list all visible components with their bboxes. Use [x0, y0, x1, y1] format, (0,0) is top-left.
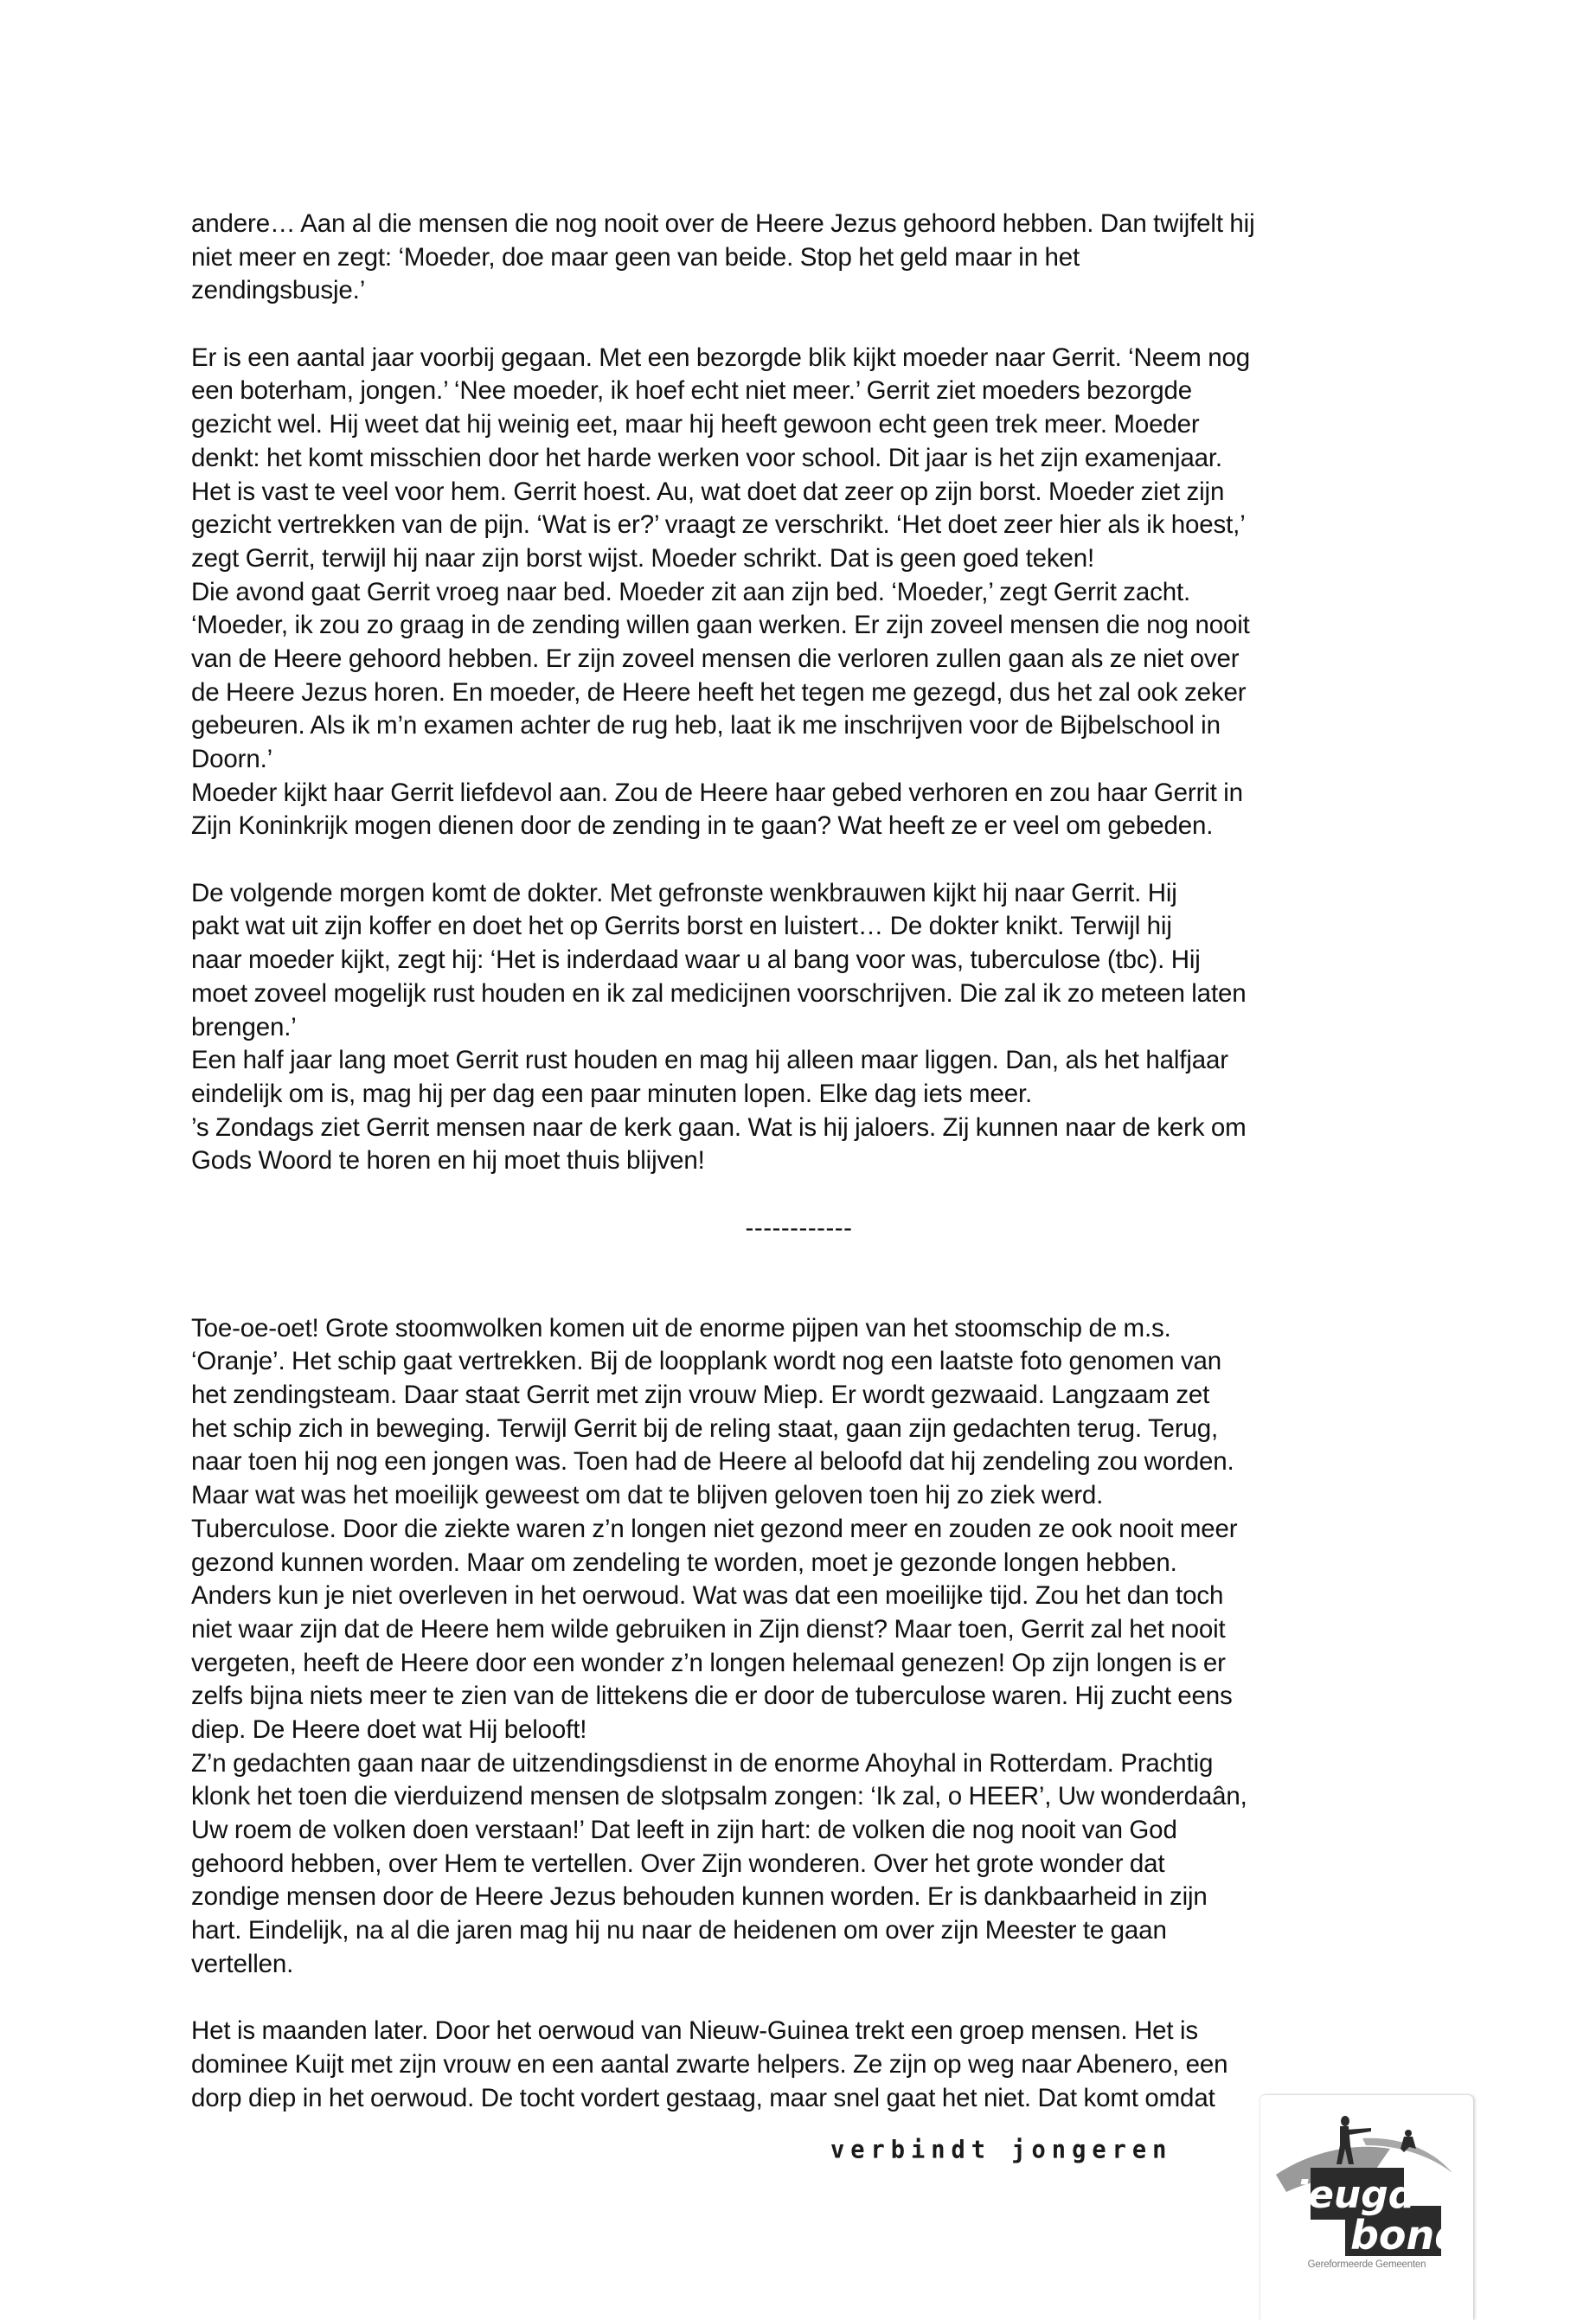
text-line: vertellen.: [191, 1949, 294, 1978]
document-body: [191, 208, 1428, 2115]
text-line: naar toen hij nog een jongen was. Toen had de Heere al beloofd dat hij zendeling zou worden.: [191, 1447, 1234, 1477]
text-line: andere… Aan al die mensen die nog nooit over de Heere Jezus gehoord hebben. Dan twijfelt hij: [191, 209, 1255, 238]
paragraph: [191, 208, 1428, 308]
text-line: ‘Oranje’. Het schip gaat vertrekken. Bij de loopplank wordt nog een laatste foto genomen van: [191, 1347, 1222, 1376]
text-line: Het is vast te veel voor hem. Gerrit hoest. Au, wat doet dat zeer op zijn borst. Moeder ziet zijn: [191, 477, 1225, 506]
text-line: niet meer en zegt: ‘Moeder, doe maar geen van beide. Stop het geld maar in het: [191, 242, 1080, 272]
text-line: pakt wat uit zijn koffer en doet het op Gerrits borst en luistert… De dokter knikt. Terwijl hij: [191, 912, 1172, 941]
text-line: Er is een aantal jaar voorbij gegaan. Met een bezorgde blik kijkt moeder naar Gerrit. ‘Neem nog: [191, 343, 1250, 372]
text-line: vergeten, heeft de Heere door een wonder z’n longen helemaal genezen! Op zijn longen is er: [191, 1648, 1226, 1677]
text-line: ’s Zondags ziet Gerrit mensen naar de kerk gaan. Wat is hij jaloers. Zij kunnen naar de kerk om: [191, 1112, 1247, 1142]
text-line: de Heere Jezus horen. En moeder, de Heere heeft het tegen me gezegd, dus het zal ook zeker: [191, 677, 1247, 707]
text-line: Zijn Koninkrijk mogen dienen door de zending in te gaan? Wat heeft ze er veel om gebeden.: [191, 811, 1214, 841]
text-line: Het is maanden later. Door het oerwoud van Nieuw-Guinea trekt een groep mensen. Het is: [191, 2016, 1199, 2046]
text-line: Gods Woord te horen en hij moet thuis blijven!: [191, 1146, 705, 1176]
footer-tagline: verbindt jongeren: [830, 2136, 1173, 2164]
text-line: gebeuren. Als ik m’n examen achter de rug heb, laat ik me inschrijven voor de Bijbelschool in: [191, 711, 1221, 740]
text-line: brengen.’: [191, 1012, 297, 1041]
text-line: Een half jaar lang moet Gerrit rust houden en mag hij alleen maar liggen. Dan, als het halfjaar: [191, 1046, 1228, 1075]
text-line: moet zoveel mogelijk rust houden en ik zal medicijnen voorschrijven. Die zal ik zo meteen laten: [191, 978, 1247, 1008]
text-line: eindelijk om is, mag hij per dag een paar minuten lopen. Elke dag iets meer.: [191, 1079, 1033, 1108]
paragraph-gap: [191, 1245, 1428, 1279]
logo-graphic: [1260, 2095, 1473, 2268]
text-line: gezicht vertrekken van de pijn. ‘Wat is er?’ vraagt ze verschrikt. ‘Het doet zeer hier als ik hoest,’: [191, 510, 1246, 540]
text-line: Die avond gaat Gerrit vroeg naar bed. Moeder zit aan zijn bed. ‘Moeder,’ zegt Gerrit zacht.: [191, 577, 1191, 606]
text-line: naar moeder kijkt, zegt hij: ‘Het is inderdaad waar u al bang voor was, tuberculose (tbc). Hij: [191, 945, 1201, 975]
text-line: dominee Kuijt met zijn vrouw en een aantal zwarte helpers. Ze zijn op weg naar Abenero, een: [191, 2049, 1228, 2079]
paragraph: [191, 342, 1428, 843]
text-line: zondige mensen door de Heere Jezus behouden kunnen worden. Er is dankbaarheid in zijn: [191, 1882, 1208, 1912]
text-line: Moeder kijkt haar Gerrit liefdevol aan. Zou de Heere haar gebed verhoren en zou haar Gerrit in: [191, 778, 1243, 807]
text-line: gehoord hebben, over Hem te vertellen. Over Zijn wonderen. Over het grote wonder dat: [191, 1849, 1165, 1878]
text-line: Maar wat was het moeilijk geweest om dat te blijven geloven toen hij zo ziek werd.: [191, 1481, 1104, 1510]
text-line: zegt Gerrit, terwijl hij naar zijn borst wijst. Moeder schrikt. Dat is geen goed teken!: [191, 543, 1095, 573]
text-line: De volgende morgen komt de dokter. Met gefronste wenkbrauwen kijkt hij naar Gerrit. Hij: [191, 878, 1177, 907]
text-line: ‘Moeder, ik zou zo graag in de zending willen gaan werken. Er zijn zoveel mensen die nog nooit: [191, 611, 1250, 640]
text-line: gezond kunnen worden. Maar om zendeling te worden, moet je gezonde longen hebben.: [191, 1548, 1177, 1577]
text-line: het schip zich in beweging. Terwijl Gerrit bij de reling staat, gaan zijn gedachten terug. Terug,: [191, 1413, 1219, 1443]
logo-subtitle: Gereformeerde Gemeenten: [1307, 2259, 1426, 2270]
text-line: zendingsbusje.’: [191, 276, 366, 305]
text-line: gezicht wel. Hij weet dat hij weinig eet, maar hij heeft gewoon echt geen trek meer. Moeder: [191, 410, 1200, 439]
text-line: diep. De Heere doet wat Hij belooft!: [191, 1714, 587, 1744]
logo-word-bond: bond: [1350, 2212, 1464, 2259]
paragraph: [191, 2015, 1428, 2115]
text-line: zelfs bijna niets meer te zien van de littekens die er door de tuberculose waren. Hij zucht eens: [191, 1682, 1233, 1711]
text-line: Toe-oe-oet! Grote stoomwolken komen uit de enorme pijpen van het stoomschip de m.s.: [191, 1313, 1171, 1343]
text-line: Anders kun je niet overleven in het oerwoud. Wat was dat een moeilijke tijd. Zou het dan toch: [191, 1581, 1224, 1611]
logo-word-jeugd: jeugd: [1295, 2173, 1416, 2217]
text-line: hart. Eindelijk, na al die jaren mag hij nu naar de heidenen om over zijn Meester te gaan: [191, 1916, 1167, 1945]
jeugdbond-logo: [1260, 2095, 1473, 2320]
text-line: denkt: het komt misschien door het harde werken voor school. Dit jaar is het zijn examenjaar.: [191, 443, 1222, 472]
text-line: klonk het toen die vierduizend mensen de slotpsalm zongen: ‘Ik zal, o HEER’, Uw wonderdaân,: [191, 1782, 1247, 1811]
paragraph-gap: [191, 1279, 1428, 1312]
paragraph-gap: [191, 308, 1428, 342]
paragraph-gap: [191, 843, 1428, 877]
text-line: een boterham, jongen.’ ‘Nee moeder, ik hoef echt niet meer.’ Gerrit ziet moeders bezorgde: [191, 376, 1192, 406]
paragraph: [191, 1312, 1428, 1982]
text-line: Z’n gedachten gaan naar de uitzendingsdienst in de enorme Ahoyhal in Rotterdam. Prachtig: [191, 1748, 1214, 1778]
text-line: Uw roem de volken doen verstaan!’ Dat leeft in zijn hart: de volken die nog nooit van God: [191, 1816, 1177, 1844]
text-line: van de Heere gehoord hebben. Er zijn zoveel mensen die verloren zullen gaan als ze niet over: [191, 644, 1240, 673]
text-line: niet waar zijn dat de Heere hem wilde gebruiken in Zijn dienst? Maar toen, Gerrit zal het nooit: [191, 1614, 1226, 1644]
text-line: Tuberculose. Door die ziekte waren z’n longen niet gezond meer en zouden ze ook nooit meer: [191, 1514, 1238, 1543]
paragraph: [191, 877, 1428, 1178]
section-separator: ------------: [745, 1213, 853, 1242]
text-line: Doorn.’: [191, 745, 273, 773]
paragraph-gap: [191, 1981, 1428, 2015]
text-line: dorp diep in het oerwoud. De tocht vordert gestaag, maar snel gaat het niet. Dat komt omdat: [191, 2083, 1215, 2112]
text-line: het zendingsteam. Daar staat Gerrit met zijn vrouw Miep. Er wordt gezwaaid. Langzaam zet: [191, 1381, 1210, 1410]
paragraph-gap: [191, 1178, 1428, 1212]
